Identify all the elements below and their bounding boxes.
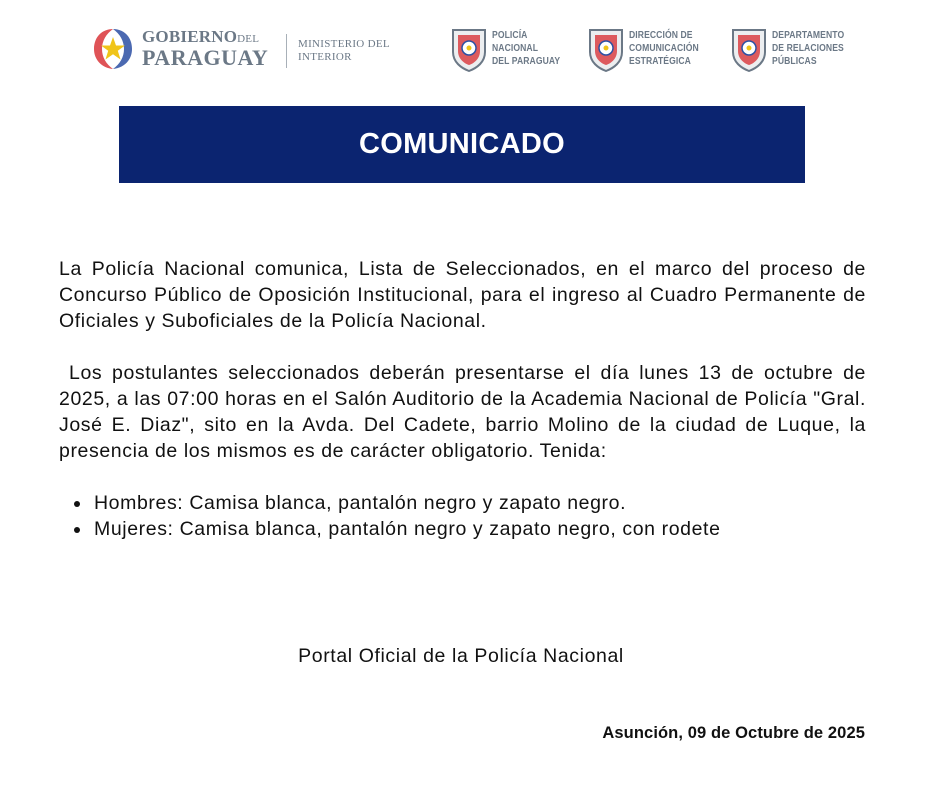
paragraph-announcement: La Policía Nacional comunica, Lista de Seleccionados, en el marco del proceso de Concurso Público de Oposición Institucional, para el ingreso al Cuadro Permanente de Oficiales y Suboficiales de la Policía Nacional. [59,258,866,332]
ministry-line-2: INTERIOR [298,51,352,63]
agency-line: PÚBLICAS [772,56,817,67]
agency-line: DE RELACIONES [772,43,844,54]
police-shield-icon [450,26,488,72]
attire-list [59,490,866,542]
agency-line: DIRECCIÓN DE [629,30,693,41]
ministry-line-1: MINISTERIO DEL [298,38,390,50]
agency-line: DEPARTAMENTO [772,30,845,41]
date-line: Asunción, 09 de Octubre de 2025 [602,724,865,742]
agency-line: POLICÍA [492,30,528,41]
banner-title: COMUNICADO [359,128,565,160]
bullet-icon [74,501,80,507]
agency-line: DEL PARAGUAY [492,56,561,67]
police-shield-icon [730,26,768,72]
ministerio-del-interior-label [298,38,408,64]
list-item [59,516,866,542]
direccion-comunicacion-label [629,29,703,68]
paragraph-instructions: Los postulantes seleccionados deberán presentarse el día lunes 13 de octubre de 2025, a las 07:00 horas en el Salón Auditorio de la Academia Nacional de Policía "Gral. José E. Diaz", sito en la Avda. Del Cadete, barrio Molino de la ciudad de Luque, la presencia de los mismos es de carácter obligatorio. Tenida: [59,362,866,462]
agency-line: COMUNICACIÓN [629,43,699,54]
attire-men: Hombres: Camisa blanca, pantalón negro y zapato negro. [94,492,627,514]
communique-body [59,256,866,542]
police-shield-icon [587,26,625,72]
agency-line: ESTRATÉGICA [629,56,691,67]
policia-nacional-logo [450,26,570,76]
portal-oficial-caption: Portal Oficial de la Policía Nacional [298,645,624,667]
list-item [59,490,866,516]
gov-word-del: DEL [237,33,260,45]
gobierno-del-paraguay-wordmark [142,28,282,69]
gov-word-paraguay: PARAGUAY [142,45,269,70]
paraguay-star-emblem-icon [90,26,136,72]
gov-word-gobierno: GOBIERNO [142,27,238,46]
header [0,20,940,80]
agency-line: NACIONAL [492,43,539,54]
attire-women: Mujeres: Camisa blanca, pantalón negro y zapato negro, con rodete [94,518,721,540]
relaciones-publicas-label [772,29,846,68]
bullet-icon [74,527,80,533]
direccion-comunicacion-logo [587,26,717,76]
logo-divider [286,34,287,68]
relaciones-publicas-logo [730,26,860,76]
gobierno-del-paraguay-logo [90,26,410,74]
policia-nacional-label [492,29,566,68]
comunicado-banner [119,106,805,183]
